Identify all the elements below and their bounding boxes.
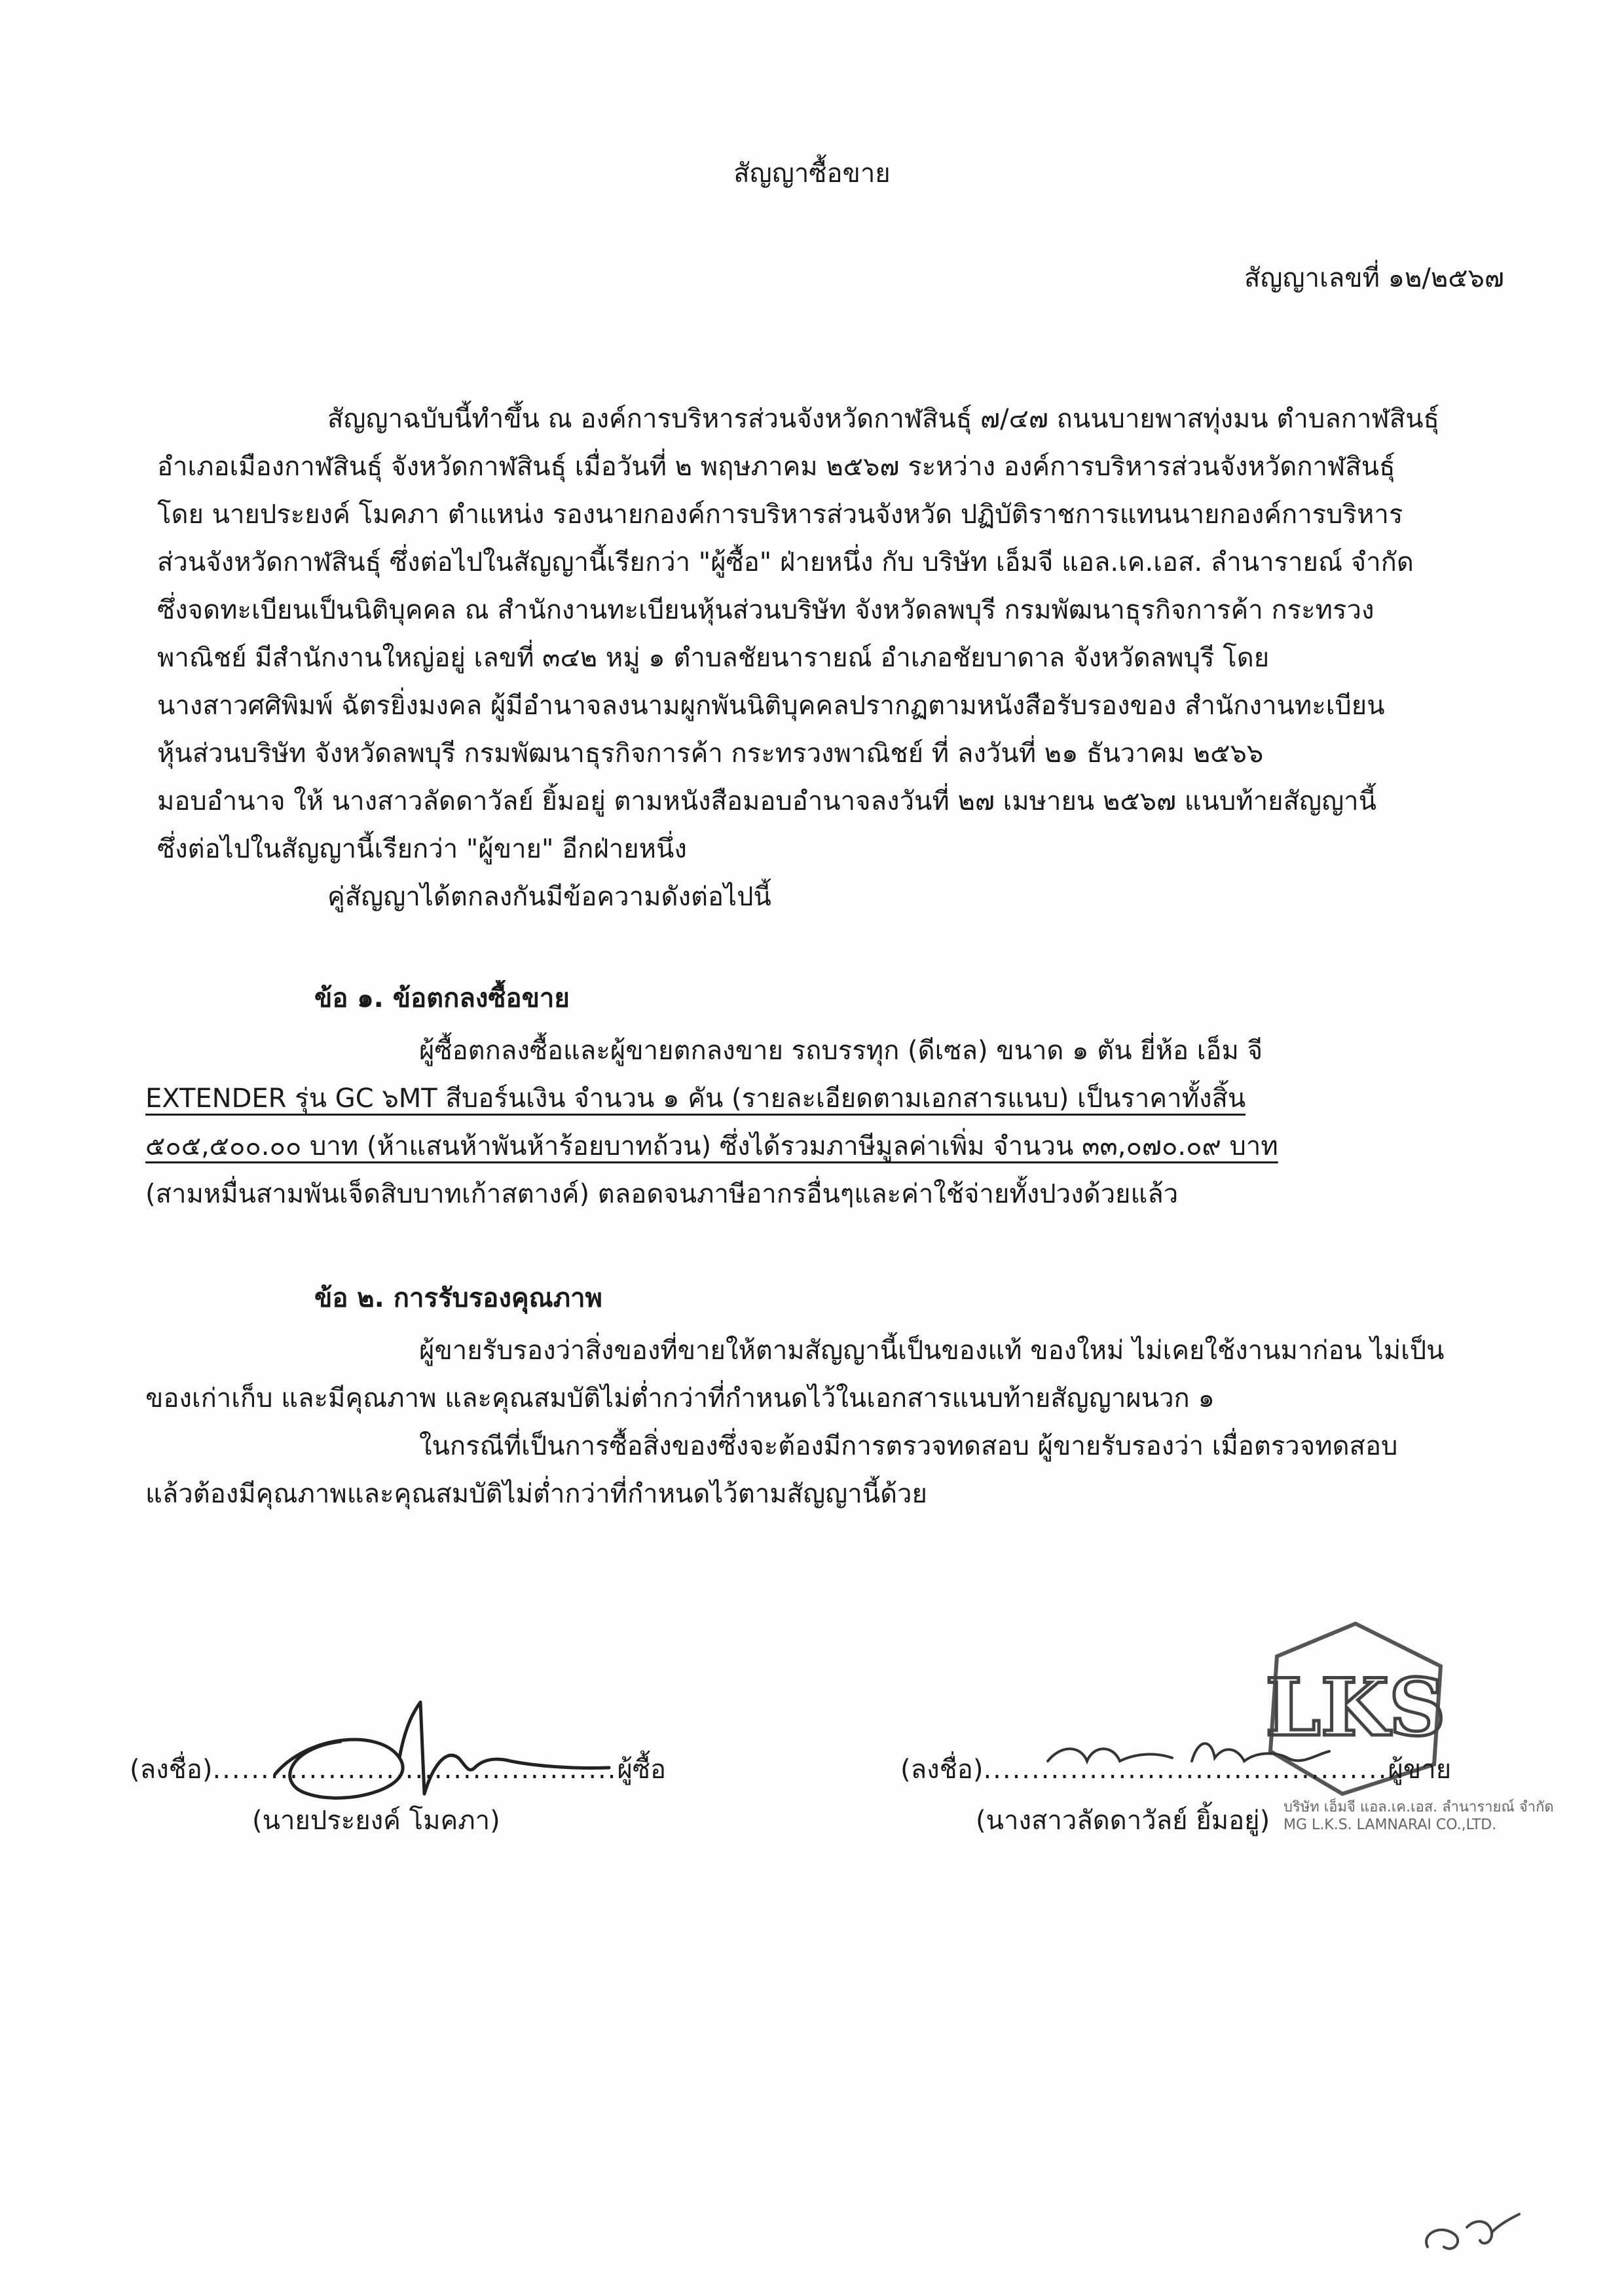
buyer-name: (นายประยงค์ โมคภา) [252, 1806, 500, 1836]
clause-2-line-3: ในกรณีที่เป็นการซื้อสิ่งของซึ่งจะต้องมีการตรวจทดสอบ ผู้ขายรับรองว่า เมื่อตรวจทดสอบ [419, 1431, 1398, 1461]
buyer-sign-prefix: (ลงชื่อ) [130, 1755, 213, 1785]
preamble-line-6: พาณิชย์ มีสำนักงานใหญ่อยู่ เลขที่ ๓๔๒ หมู่ ๑ ตำบลชัยนารายณ์ อำเภอชัยบาดาล จังหวัดลพบุรี โดย [157, 643, 1270, 673]
buyer-role: ผู้ซื้อ [617, 1755, 667, 1785]
preamble-line-1: สัญญาฉบับนี้ทำขึ้น ณ องค์การบริหารส่วนจังหวัดกาฬสินธุ์ ๗/๔๗ ถนนบายพาสทุ่งมน ตำบลกาฬสินธุ์ [327, 404, 1439, 434]
preamble-line-9: มอบอำนาจ ให้ นางสาวลัดดาวัลย์ ยิ้มอยู่ ตามหนังสือมอบอำนาจลงวันที่ ๒๗ เมษายน ๒๕๖๗ แนบท้ายสัญญานี้ [157, 786, 1376, 816]
preamble-line-11: คู่สัญญาได้ตกลงกันมีข้อความดังต่อไปนี้ [327, 882, 771, 912]
clause-2-heading: ข้อ ๒. การรับรองคุณภาพ [314, 1283, 602, 1313]
seller-sign-line [900, 1748, 1451, 1790]
seller-name: (นางสาวลัดดาวัลย์ ยิ้มอยู่) [976, 1806, 1270, 1836]
clause-1-line-4: (สามหมื่นสามพันเจ็ดสิบบาทเก้าสตางค์) ตลอดจนภาษีอากรอื่นๆและค่าใช้จ่ายทั้งปวงด้วยแล้ว [145, 1179, 1179, 1209]
clause-1-heading: ข้อ ๑. ข้อตกลงซื้อขาย [314, 983, 570, 1013]
preamble-line-2: อำเภอเมืองกาฬสินธุ์ จังหวัดกาฬสินธุ์ เมื่อวันที่ ๒ พฤษภาคม ๒๕๖๗ ระหว่าง องค์การบริหารส่วนจังหวัดกาฬสินธุ์ [157, 452, 1395, 482]
clause-1-line-3: ๕๐๕,๕๐๐.๐๐ บาท (ห้าแสนห้าพันห้าร้อยบาทถ้วน) ซึ่งได้รวมภาษีมูลค่าเพิ่ม จำนวน ๓๓,๐๗๐.๐๙ บาท [145, 1131, 1278, 1161]
preamble-line-8: หุ้นส่วนบริษัท จังหวัดลพบุรี กรมพัฒนาธุรกิจการค้า กระทรวงพาณิชย์ ที่ ลงวันที่ ๒๑ ธันวาคม ๒๕๖๖ [157, 738, 1264, 769]
seller-dots: .......................................... [983, 1755, 1388, 1785]
seller-sign-prefix: (ลงชื่อ) [900, 1755, 984, 1785]
clause-2-line-1: ผู้ขายรับรองว่าสิ่งของที่ขายให้ตามสัญญานี้เป็นของแท้ ของใหม่ ไม่เคยใช้งานมาก่อน ไม่เป็น [419, 1336, 1445, 1366]
buyer-dots: .......................................... [212, 1755, 618, 1785]
preamble-line-3: โดย นายประยงค์ โมคภา ตำแหน่ง รองนายกองค์การบริหารส่วนจังหวัด ปฏิบัติราชการแทนนายกองค์การบริหาร [157, 500, 1403, 530]
clause-2-line-2: ของเก่าเก็บ และมีคุณภาพ และคุณสมบัติไม่ต่ำกว่าที่กำหนดไว้ในเอกสารแนบท้ายสัญญาผนวก ๑ [145, 1383, 1215, 1413]
preamble-line-10: ซึ่งต่อไปในสัญญานี้เรียกว่า "ผู้ขาย" อีกฝ่ายหนึ่ง [157, 834, 687, 864]
page-initials [1414, 2201, 1526, 2260]
seller-role: ผู้ขาย [1388, 1755, 1452, 1785]
clause-1-line-1: ผู้ซื้อตกลงซื้อและผู้ขายตกลงขาย รถบรรทุก (ดีเซล) ขนาด ๑ ตัน ยี่ห้อ เอ็ม จี [419, 1036, 1263, 1066]
contract-number: สัญญาเลขที่ ๑๒/๒๕๖๗ [1244, 263, 1504, 293]
clause-1-line-2: EXTENDER รุ่น GC ๖MT สีบอร์นเงิน จำนวน ๑ คัน (รายละเอียดตามเอกสารแนบ) เป็นราคาทั้งสิ้น [145, 1084, 1246, 1114]
clause-2-line-4: แล้วต้องมีคุณภาพและคุณสมบัติไม่ต่ำกว่าที่กำหนดไว้ตามสัญญานี้ด้วย [145, 1479, 927, 1509]
preamble-line-4: ส่วนจังหวัดกาฬสินธุ์ ซึ่งต่อไปในสัญญานี้เรียกว่า "ผู้ซื้อ" ฝ่ายหนึ่ง กับ บริษัท เอ็มจี แอล.เค.เอส. ลำนารายณ์ จำกัด [157, 547, 1414, 577]
stamp-logo-text: LKS [1265, 1662, 1446, 1754]
buyer-sign-line [130, 1748, 666, 1790]
stamp-text-en: MG L.K.S. LAMNARAI CO.,LTD. [1283, 1817, 1497, 1833]
preamble-line-7: นางสาวศศิพิมพ์ ฉัตรยิ่งมงคล ผู้มีอำนาจลงนามผูกพันนิติบุคคลปรากฏตามหนังสือรับรองของ สำนักงานทะเบียน [157, 691, 1385, 721]
document-title: สัญญาซื้อขาย [733, 158, 891, 189]
preamble-line-5: ซึ่งจดทะเบียนเป็นนิติบุคคล ณ สำนักงานทะเบียนหุ้นส่วนบริษัท จังหวัดลพบุรี กรมพัฒนาธุรกิจการค้า กระทรวง [157, 595, 1375, 625]
stamp-text-thai: บริษัท เอ็มจี แอล.เค.เอส. ลำนารายณ์ จำกัด [1283, 1799, 1554, 1815]
